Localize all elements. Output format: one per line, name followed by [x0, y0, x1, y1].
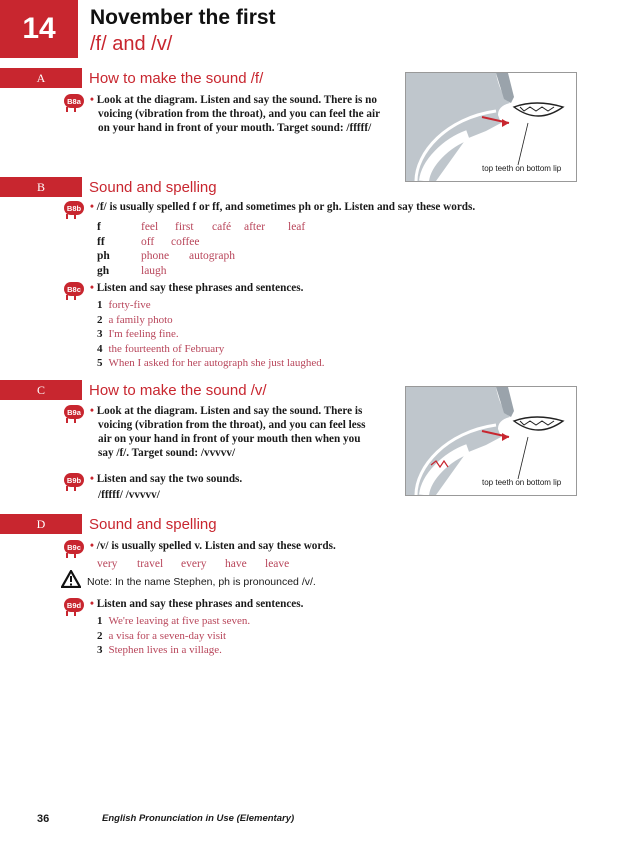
- instruction-text: • Listen and say these phrases and sentences.: [90, 597, 303, 612]
- page-number: 36: [37, 813, 50, 825]
- phrase-text: When I asked for her autograph she just laughed.: [108, 357, 325, 369]
- word: off: [141, 235, 155, 248]
- section-heading-a: How to make the sound /f/: [89, 70, 264, 87]
- list-item: 3 Stephen lives in a village.: [97, 644, 222, 656]
- word: first: [175, 221, 194, 233]
- page-subtitle: /f/ and /v/: [90, 33, 173, 55]
- word: phone: [141, 250, 170, 262]
- phrase-text: We're leaving at five past seven.: [108, 615, 251, 627]
- word: coffee: [171, 235, 200, 248]
- spelling-label: gh: [97, 264, 110, 277]
- diagram-label: top teeth on bottom lip: [482, 164, 562, 173]
- phrase-text: Stephen lives in a village.: [108, 644, 222, 656]
- spelling-label: ff: [97, 235, 105, 248]
- section-heading-c: How to make the sound /v/: [89, 382, 267, 399]
- list-item: 1 forty-five: [97, 299, 151, 311]
- word: café: [212, 221, 232, 233]
- word: travel: [137, 558, 164, 570]
- section-tab-a: A: [0, 68, 82, 88]
- instruction-text: • Listen and say the two sounds.: [90, 472, 242, 487]
- word: after: [244, 221, 266, 233]
- audio-track-badge[interactable]: B9c: [64, 540, 84, 554]
- audio-track-badge[interactable]: B9d: [64, 598, 84, 612]
- phrase-text: forty-five: [108, 299, 151, 311]
- spelling-table: [97, 220, 305, 278]
- instruction-text: voicing (vibration from the throat), and you can feel the air: [98, 108, 381, 120]
- unit-number: 14: [0, 0, 78, 58]
- word: laugh: [141, 264, 167, 277]
- warning-icon: [61, 570, 81, 593]
- section-heading-d: Sound and spelling: [89, 516, 217, 533]
- word: autograph: [189, 250, 235, 262]
- word: leaf: [288, 221, 306, 233]
- instruction-text: • /v/ is usually spelled v. Listen and say these words.: [90, 539, 336, 554]
- phrase-list: [97, 298, 324, 371]
- audio-track-badge[interactable]: B8c: [64, 282, 84, 296]
- section-tab-b: B: [0, 177, 82, 197]
- section-tab-c: C: [0, 380, 82, 400]
- page-title: November the first: [90, 6, 276, 29]
- phrase-text: the fourteenth of February: [108, 342, 225, 355]
- instruction-text: say /f/. Target sound: /vvvvv/: [98, 447, 236, 459]
- section-heading-b: Sound and spelling: [89, 179, 217, 196]
- word: every: [181, 558, 207, 570]
- phrase-list: [97, 614, 250, 658]
- list-item: 1 We're leaving at five past seven.: [97, 615, 251, 627]
- list-item: 5 When I asked for her autograph she just laughed.: [97, 357, 325, 369]
- instruction-text: air on your hand in front of your mouth then when you: [98, 433, 361, 445]
- spelling-label: ph: [97, 250, 110, 262]
- mouth-diagram-v: [405, 386, 577, 496]
- spelling-row: [97, 264, 305, 279]
- phrase-text: a visa for a seven-day visit: [108, 629, 227, 642]
- audio-track-badge[interactable]: B9b: [64, 473, 84, 487]
- note-text: Note: In the name Stephen, ph is pronounced /v/.: [87, 576, 316, 588]
- word-list: [97, 558, 289, 570]
- diagram-label: top teeth on bottom lip: [482, 478, 562, 487]
- word: feel: [141, 221, 159, 233]
- audio-track-badge[interactable]: B8b: [64, 201, 84, 215]
- audio-track-badge[interactable]: B8a: [64, 94, 84, 108]
- word: have: [225, 558, 247, 570]
- phrase-text: I'm feeling fine.: [108, 328, 179, 340]
- spelling-row: [97, 220, 305, 235]
- list-item: 4 the fourteenth of February: [97, 342, 225, 355]
- word: very: [97, 558, 118, 570]
- warning-triangle-icon: [61, 570, 81, 588]
- instruction-text: • Look at the diagram. Listen and say the sound. There is no: [90, 93, 377, 108]
- list-item: 2 a visa for a seven-day visit: [97, 629, 227, 642]
- list-item: 2 a family photo: [97, 313, 173, 326]
- section-tab-d: D: [0, 514, 82, 534]
- audio-track-badge[interactable]: B9a: [64, 405, 84, 419]
- instruction-text: • Listen and say these phrases and sentences.: [90, 281, 303, 296]
- instruction-text: • Look at the diagram. Listen and say the sound. There is: [90, 404, 362, 419]
- instruction-text: on your hand in front of your mouth. Target sound: /fffff/: [98, 122, 372, 134]
- phrase-text: a family photo: [108, 313, 173, 326]
- spelling-row: [97, 235, 305, 250]
- book-title: English Pronunciation in Use (Elementary): [102, 813, 295, 824]
- mouth-diagram-f: [405, 72, 577, 182]
- list-item: 3 I'm feeling fine.: [97, 328, 179, 340]
- target-sounds: /fffff/ /vvvvv/: [98, 489, 160, 501]
- word: leave: [265, 558, 290, 570]
- instruction-text: • /f/ is usually spelled f or ff, and sometimes ph or gh. Listen and say these words.: [90, 200, 475, 215]
- spelling-label: f: [97, 221, 101, 233]
- instruction-text: voicing (vibration from the throat), and you can feel less: [98, 419, 366, 431]
- spelling-row: [97, 249, 305, 264]
